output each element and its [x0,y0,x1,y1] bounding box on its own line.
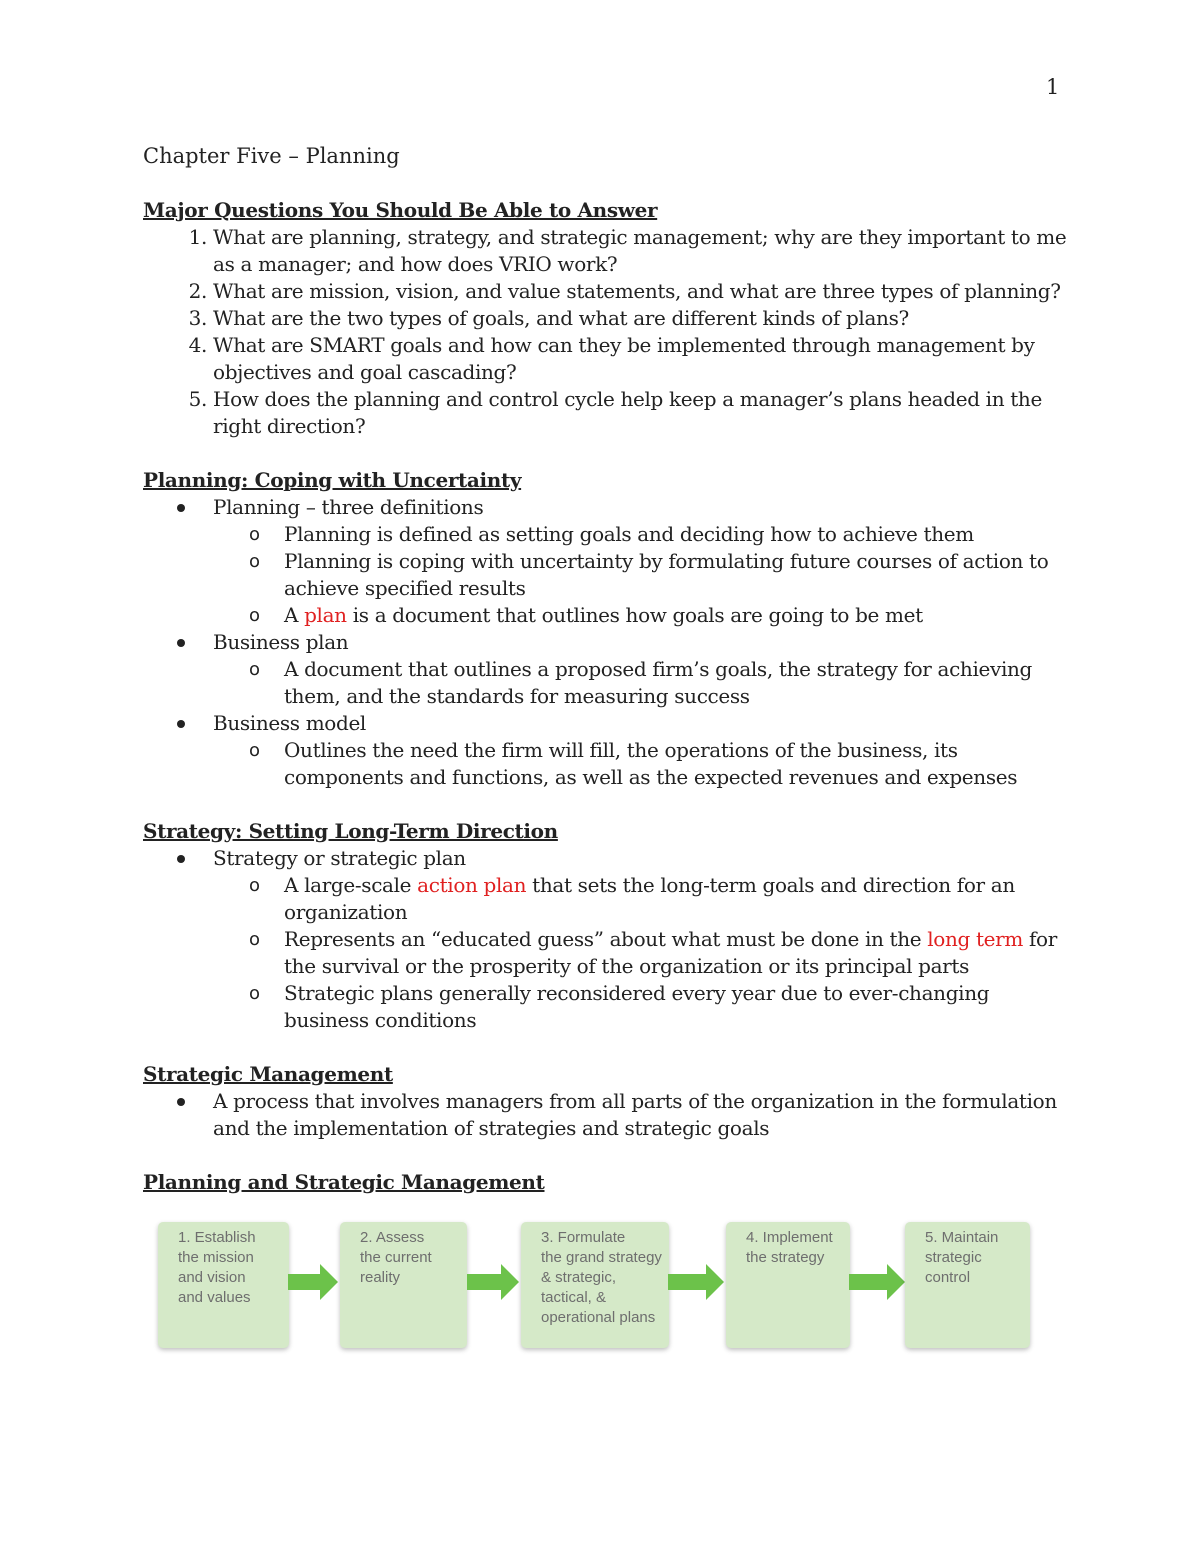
process-step-5 [905,1222,1030,1348]
arrow-right-icon [467,1262,521,1302]
highlight-term: action plan [417,873,527,897]
arrow-right-icon [668,1262,726,1302]
highlight-term: long term [927,927,1023,951]
question-item: 4. What are SMART goals and how can they be implemented through management by objectives and goal cascading? [213,332,1068,386]
sub-item: o Strategic plans generally reconsidered every year due to ever-changing business conditions [284,980,1068,1034]
planning-list [143,494,1068,791]
process-step-3 [521,1222,669,1348]
bullet-item [213,710,1068,791]
psm-section [143,1169,1068,1196]
process-step-2 [340,1222,467,1348]
text-run: A large-scale [284,873,418,897]
bullet-item [213,845,1068,1034]
step-label: 2. Assess the current reality [360,1229,432,1286]
sub-item [284,926,1068,980]
bullet-item: A process that involves managers from all parts of the organization in the formulation and the implementation of strategies and strategic goals [213,1088,1068,1142]
document-title: Chapter Five – Planning [143,144,400,168]
sub-item: o A document that outlines a proposed firm’s goals, the strategy for achieving them, and the standards for measuring success [284,656,1068,710]
sub-list [213,872,1068,1034]
arrow-right-icon [849,1262,907,1302]
text-run: is a document that outlines how goals are going to be met [346,603,923,627]
question-item: 3. What are the two types of goals, and what are different kinds of plans? [213,305,1068,332]
step-label: 1. Establish the mission and vision and values [178,1229,256,1306]
process-step-4 [726,1222,850,1348]
text-run: that sets the long-term goals and direction for an organization [284,873,1015,924]
bullet-text: Business model [213,711,366,735]
major-questions-list [143,224,1068,440]
strategic-management-heading: Strategic Management [143,1062,393,1086]
sub-item [284,872,1068,926]
planning-heading: Planning: Coping with Uncertainty [143,468,522,492]
bullet-text: Strategy or strategic plan [213,846,466,870]
sub-item: o Outlines the need the firm will fill, the operations of the business, its components and functions, as well as the expected revenues and expenses [284,737,1068,791]
question-item: 2. What are mission, vision, and value statements, and what are three types of planning? [213,278,1068,305]
sub-item: o Planning is defined as setting goals and deciding how to achieve them [284,521,1068,548]
step-label: 4. Implement the strategy [746,1229,833,1266]
sub-list [213,521,1068,629]
strategic-management-list [143,1088,1068,1142]
page-number: 1 [1046,75,1060,99]
sub-item [284,602,1068,629]
sub-item: o Planning is coping with uncertainty by formulating future courses of action to achieve specified results [284,548,1068,602]
highlight-term: plan [304,603,347,627]
strategic-management-section [143,1061,1068,1142]
psm-heading: Planning and Strategic Management [143,1170,545,1194]
strategic-management-process-diagram [150,1216,1040,1361]
step-label: 5. Maintain strategic control [925,1229,999,1286]
sub-list [213,656,1068,710]
step-label: 3. Formulate the grand strategy & strategic, tactical, & operational plans [541,1229,662,1326]
text-run: A [284,603,305,627]
planning-section [143,467,1068,791]
strategy-section [143,818,1068,1034]
bullet-item [213,494,1068,629]
question-item: 5. How does the planning and control cycle help keep a manager’s plans headed in the right direction? [213,386,1068,440]
text-run: Represents an “educated guess” about what must be done in the [284,927,928,951]
sub-list [213,737,1068,791]
bullet-text: Planning – three definitions [213,495,484,519]
major-questions-section [143,197,1068,440]
strategy-heading: Strategy: Setting Long-Term Direction [143,819,558,843]
question-item: 1. What are planning, strategy, and strategic management; why are they important to me as a manager; and how does VRIO work? [213,224,1068,278]
text-run: for the survival or the prosperity of the organization or its principal parts [284,927,1057,978]
process-step-1 [158,1222,289,1348]
document-body [143,197,1068,1223]
major-questions-heading: Major Questions You Should Be Able to Answer [143,198,658,222]
bullet-item [213,629,1068,710]
bullet-text: Business plan [213,630,349,654]
arrow-right-icon [288,1262,340,1302]
strategy-list [143,845,1068,1034]
